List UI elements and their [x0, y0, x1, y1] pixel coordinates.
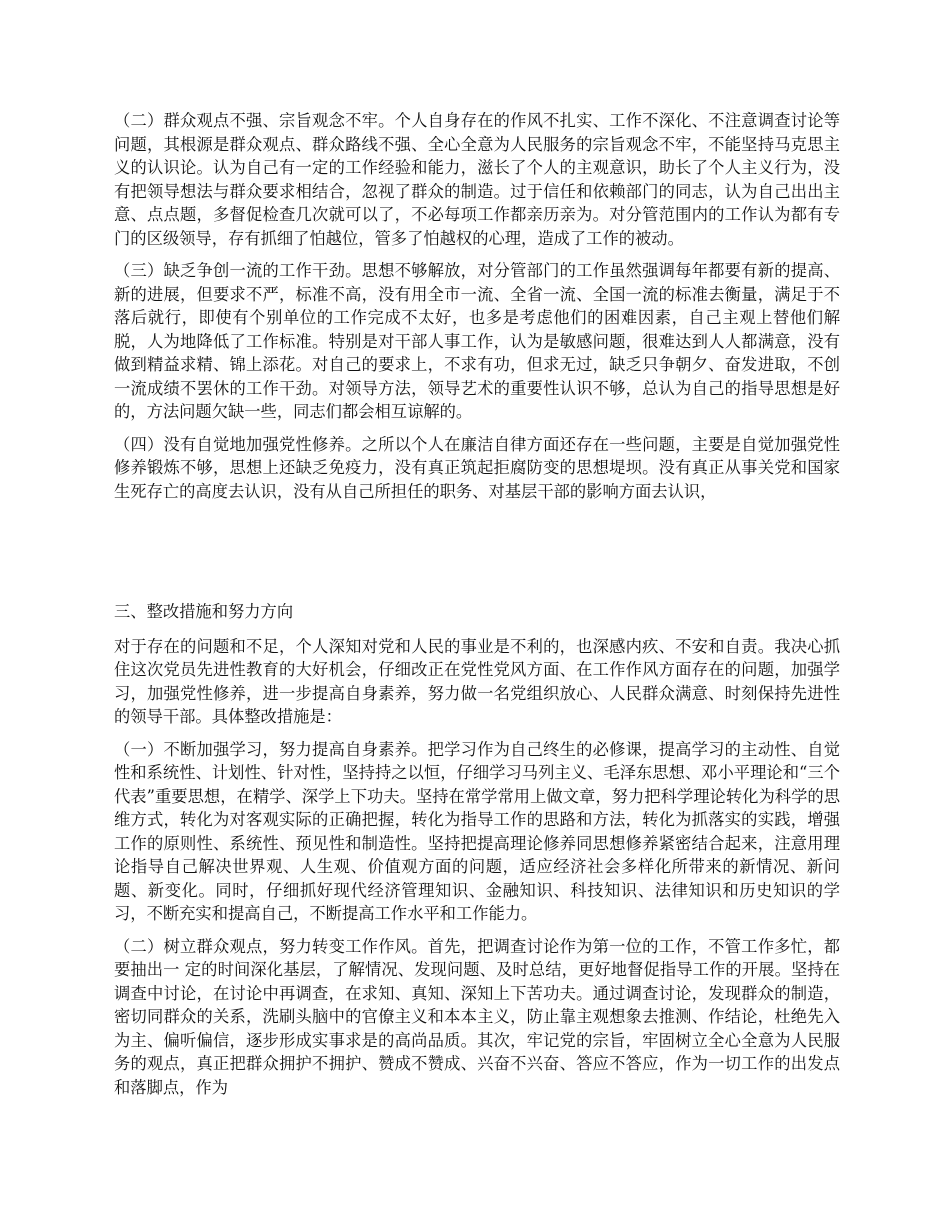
section-heading: 三、整改措施和努力方向: [114, 602, 294, 621]
paragraph-measure-work-style: （二）树立群众观点，努力转变工作作风。首先，把调查讨论作为第一位的工作，不管工作多忙，都要抽出一 定的时间深化基层，了解情况、发现问题、及时总结，更好地督促指导工作的开展。坚持在调查中讨论，在讨论中再调查，在求知、真知、深知上下苦功夫。通过调查讨论，发现群众的制造，密切同群众的关系，洗刷头脑中的官僚主义和本本主义，防止靠主观想象去推测、作结论，杜绝先入为主、偏听偏信，逐步形成实事求是的高尚品质。其次，牢记党的宗旨，牢固树立全心全意为人民服务的观点，真正把群众拥护不拥护、赞成不赞成、兴奋不兴奋、答应不答应，作为一切工作的出发点和落脚点，作为: [114, 936, 840, 1097]
paragraph-work-drive: （三）缺乏争创一流的工作干劲。思想不够解放，对分管部门的工作虽然强调每年都要有新的提高、新的进展，但要求不严，标准不高，没有用全市一流、全省一流、全国一流的标准去衡量，满足于不落后就行，即使有个别单位的工作完成不太好，也多是考虑他们的困难因素，自己主观上替他们解脱，人为地降低了工作标准。特别是对干部人事工作，认为是敏感问题，很难达到人人都满意，没有做到精益求精、锦上添花。对自己的要求上，不求有功，但求无过，缺乏只争朝夕、奋发进取，不创一流成绩不罢休的工作干劲。对领导方法，领导艺术的重要性认识不够，总认为自己的指导思想是好的，方法问题欠缺一些，同志们都会相互谅解的。: [114, 261, 840, 421]
paragraph-rectification-intro: 对于存在的问题和不足，个人深知对党和人民的事业是不利的，也深感内疚、不安和自责。我决心抓住这次党员先进性教育的大好机会，仔细改正在党性党风方面、在工作作风方面存在的问题，加强学习，加强党性修养，进一步提高自身素养，努力做一名党组织放心、人民群众满意、时刻保持先进性的领导干部。具体整改措施是：: [114, 636, 840, 726]
paragraph-party-cultivation: （四）没有自觉地加强党性修养。之所以个人在廉洁自律方面还存在一些问题，主要是自觉加强党性修养锻炼不够，思想上还缺乏免疫力，没有真正筑起拒腐防变的思想堤坝。没有真正从事关党和国家生死存亡的高度去认识，没有从自己所担任的职务、对基层干部的影响方面去认识，: [114, 434, 840, 501]
paragraph-mass-viewpoint: （二）群众观点不强、宗旨观念不牢。个人自身存在的作风不扎实、工作不深化、不注意调查讨论等问题，其根源是群众观点、群众路线不强、全心全意为人民服务的宗旨观念不牢，不能坚持马克思主义的认识论。认为自己有一定的工作经验和能力，滋长了个人的主观意识，助长了个人主义行为，没有把领导想法与群众要求相结合，忽视了群众的制造。过于信任和依赖部门的同志，认为自己出出主意、点点题，多督促检查几次就可以了，不必每项工作都亲历亲为。对分管范围内的工作认为都有专门的区级领导，存有抓细了怕越位，管多了怕越权的心理，造成了工作的被动。: [114, 111, 840, 248]
paragraph-measure-study: （一）不断加强学习，努力提高自身素养。把学习作为自己终生的必修课，提高学习的主动性、自觉性和系统性、计划性、针对性，坚持持之以恒，仔细学习马列主义、毛泽东思想、邓小平理论和“三个代表”重要思想，在精学、深学上下功夫。坚持在常学常用上做文章，努力把科学理论转化为科学的思维方式，转化为对客观实际的正确把握，转化为指导工作的思路和方法，转化为抓落实的实践，增强工作的原则性、系统性、预见性和制造性。坚持把提高理论修养同思想修养紧密结合起来，注意用理论指导自己解决世界观、人生观、价值观方面的问题，适应经济社会多样化所带来的新情况、新问题、新变化。同时，仔细抓好现代经济管理知识、金融知识、科技知识、法律知识和历史知识的学习，不断充实和提高自己，不断提高工作水平和工作能力。: [114, 739, 840, 923]
document-page: [114, 109, 840, 1108]
